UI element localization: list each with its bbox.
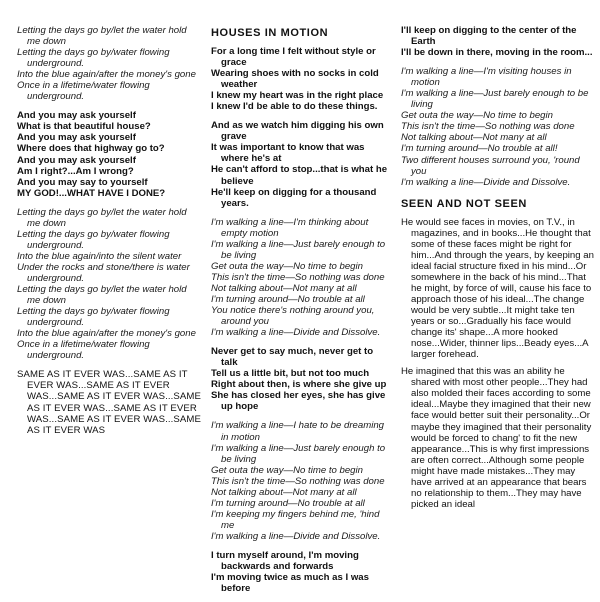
- lyric-line: Letting the days go by/let the water hold me down: [17, 284, 187, 307]
- lyric-line: I knew I'd be able to do these things.: [211, 101, 378, 113]
- lyric-line: I'll keep on digging to the center of the Earth: [401, 25, 577, 48]
- column-left: [17, 0, 202, 444]
- prose-paragraph: He imagined that this was an ability he shared with most other people...They had also molded their faces according to some ideal...Maybe they imagined that their new face would better suit their personality...Or maybe they imagined that their personality would be forced to chang' to fit the new appearance...This is why first impressions are often correct...Although some people might have made mistakes...They may have arrived at an appearance that bears no relationship to them...They may have picked an ideal: [401, 366, 592, 510]
- stanza: [401, 66, 595, 188]
- stanza: [17, 369, 202, 435]
- song-title-seen-and-not-seen: SEEN AND NOT SEEN: [401, 197, 527, 210]
- lyric-line: Right about then, is where she give up: [211, 379, 387, 391]
- lyric-line: Into the blue again/into the silent water: [17, 250, 182, 262]
- lyric-line: And you may ask yourself: [17, 154, 136, 166]
- lyric-line: Once in a lifetime/water flowing underground.: [17, 339, 150, 362]
- lyric-line: Two different houses surround you, 'round you: [401, 154, 580, 177]
- lyric-line: I'm walking a line—Just barely enough to be living: [211, 238, 386, 261]
- lyric-line: Under the rocks and stone/there is water underground.: [17, 261, 190, 284]
- lyric-line: I turn myself around, I'm moving backwards and forwards: [211, 549, 359, 573]
- lyric-line: Get outa the way—No time to begin: [211, 464, 363, 476]
- lyric-line: Never get to say much, never get to talk: [211, 346, 374, 369]
- lyric-line: And you may ask yourself: [17, 110, 136, 122]
- stanza: [211, 46, 391, 112]
- lyric-line: I'm walking a line—Divide and Dissolve.: [401, 176, 571, 188]
- lyric-line: SAME AS IT EVER WAS...SAME AS IT EVER WAS...SAME AS IT EVER WAS...SAME AS IT EVER WAS...SAME AS IT EVER WAS...SAME AS IT EVER WAS...SAME AS IT EVER WAS...SAME AS IT EVER WAS: [17, 369, 201, 436]
- stanza: [401, 25, 595, 58]
- stanza: [17, 207, 202, 362]
- lyric-line: I'm walking a line—Just barely enough to be living: [211, 442, 386, 465]
- lyric-line: Letting the days go by/let the water hold me down: [17, 206, 187, 229]
- lyric-line: Not talking about—Not many at all: [211, 486, 357, 498]
- lyric-line: Wearing shoes with no socks in cold weather: [211, 68, 379, 91]
- lyric-line: Get outa the way—No time to begin: [401, 110, 553, 122]
- stanza: [17, 110, 202, 198]
- lyric-line: Letting the days go by/let the water hold me down: [17, 25, 187, 48]
- lyric-line: This isn't the time—So nothing was done: [211, 271, 385, 283]
- prose-paragraph: He would see faces in movies, on T.V., in magazines, and in books...He thought that some of these faces might be right for him...And through the years, by keeping an ideal facial structure fixed in his mind...Or somewhere in the back of his mind...That he might, by force of will, cause his face to approach those of his ideal...The change would be very subtle...It might take ten years or so...Gradually his face would change its' shape...A more hooked nose...Wider, thinner lips...Beady eyes...A larger forehead.: [401, 216, 594, 361]
- lyric-line: Into the blue again/after the money's gone: [17, 328, 196, 340]
- lyric-line: For a long time I felt without style or grace: [211, 46, 376, 69]
- lyric-line: I'm walking a line—I hate to be dreaming in motion: [211, 420, 385, 443]
- lyric-line: He can't afford to stop...that is what he believe: [211, 164, 388, 187]
- lyric-line: I'm walking a line—I'm thinking about empty motion: [211, 216, 369, 239]
- stanza: [211, 420, 391, 542]
- column-right: [401, 0, 595, 516]
- lyric-line: And as we watch him digging his own grave: [211, 120, 384, 143]
- column-middle: [211, 0, 391, 602]
- lyric-line: It was important to know that was where he's at: [211, 142, 365, 165]
- stanza: [211, 217, 391, 339]
- stanza: [17, 25, 202, 102]
- lyric-line: Not talking about—Not many at all: [401, 132, 547, 144]
- lyric-line: I'm keeping my fingers behind me, 'hind me: [211, 508, 380, 531]
- lyric-line: Tell us a little bit, but not too much: [211, 368, 370, 380]
- lyric-line: Letting the days go by/water flowing underground.: [17, 228, 170, 251]
- lyric-line: Into the blue again/after the money's gone: [17, 69, 196, 81]
- lyric-line: You notice there's nothing around you, around you: [211, 305, 375, 328]
- lyric-line: Letting the days go by/water flowing underground.: [17, 47, 170, 70]
- lyric-line: Once in a lifetime/water flowing underground.: [17, 80, 150, 103]
- lyric-line: Where does that highway go to?: [17, 143, 165, 155]
- lyric-line: He'll keep on digging for a thousand years.: [211, 186, 377, 209]
- lyric-line: I'm walking a line—I'm visiting houses in motion: [401, 66, 572, 89]
- lyric-line: I'm moving twice as much as I was before: [211, 572, 369, 595]
- lyric-line: I'm turning around—No trouble at all: [211, 293, 365, 305]
- lyric-line: I knew my heart was in the right place: [211, 90, 384, 102]
- lyric-line: And you may say to yourself: [17, 176, 148, 188]
- lyric-line: I'm walking a line—Divide and Dissolve.: [211, 530, 381, 542]
- lyric-line: I'm walking a line—Just barely enough to be living: [401, 88, 589, 111]
- lyric-line: I'm turning around—No trouble at all: [211, 497, 365, 509]
- song-title-houses-in-motion: HOUSES IN MOTION: [211, 27, 329, 39]
- lyric-line: She has closed her eyes, she has give up hope: [211, 390, 386, 413]
- lyric-line: Am I right?...Am I wrong?: [17, 165, 134, 177]
- lyric-line: MY GOD!...WHAT HAVE I DONE?: [17, 187, 166, 199]
- stanza: [211, 346, 391, 412]
- lyric-line: I'm walking a line—Divide and Dissolve.: [211, 327, 381, 339]
- lyric-line: This isn't the time—So nothing was done: [211, 475, 385, 487]
- stanza: [211, 120, 391, 208]
- lyric-line: And you may ask yourself: [17, 132, 136, 144]
- lyric-line: Not talking about—Not many at all: [211, 282, 357, 294]
- lyric-line: I'll be down in there, moving in the room...: [401, 47, 593, 59]
- lyric-line: What is that beautiful house?: [17, 121, 151, 133]
- lyric-line: Get outa the way—No time to begin: [211, 260, 363, 272]
- lyric-line: This isn't the time—So nothing was done: [401, 121, 575, 133]
- lyric-line: Letting the days go by/water flowing underground.: [17, 306, 170, 329]
- stanza: [211, 550, 391, 594]
- lyric-line: I'm turning around—No trouble at all!: [401, 143, 558, 155]
